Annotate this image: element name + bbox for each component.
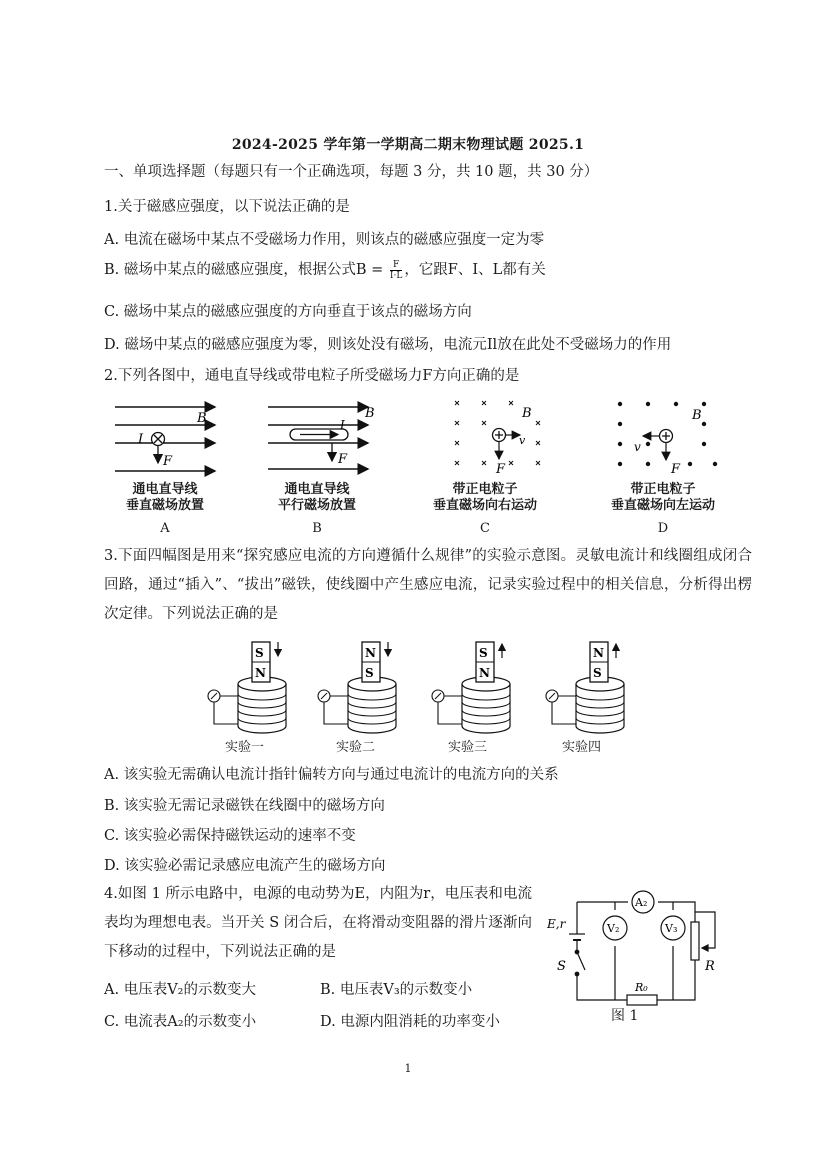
- fig-a-diagram: [115, 407, 215, 471]
- q3-stem: 3.下面四幅图是用来“探究感应电流的方向遵循什么规律”的实验示意图。灵敏电流计和线圈组成闭合回路，通过“插入”、“拔出”磁铁，使线圈中产生感应电流，记录实验过程中的相关信息，分析得出楞次定律。下列说法正确的是: [104, 548, 752, 622]
- q1-option-d: D. 磁场中某点的磁感应强度为零，则该处没有磁场，电流元Il放在此处不受磁场力的作用: [104, 337, 672, 353]
- frac-denominator: I·L: [389, 270, 403, 281]
- formula-fraction: [390, 260, 402, 281]
- fig-b-f-label: F: [338, 452, 348, 467]
- exp2-pole-top: N: [365, 646, 376, 660]
- fig-d-b-label: B: [692, 408, 702, 423]
- q4-option-a: A. 电压表V₂的示数变大: [104, 982, 256, 998]
- fig-b-diagram: [268, 406, 375, 469]
- q4-option-d: D. 电源内阻消耗的功率变小: [320, 1014, 500, 1030]
- exp2-pole-bottom: S: [365, 666, 374, 680]
- exp4-pole-bottom: S: [593, 666, 602, 680]
- source-label: E,r: [547, 917, 566, 931]
- q1-option-b-pre: B. 磁场中某点的磁感应强度，根据公式B =: [104, 262, 384, 278]
- exp-2: [318, 642, 396, 733]
- fig-b-caption-1: 通电直导线: [284, 482, 350, 497]
- q1-option-a: A. 电流在磁场中某点不受磁场力作用，则该点的磁感应强度一定为零: [104, 232, 545, 248]
- fig-c-caption-2: 垂直磁场向右运动: [432, 498, 537, 513]
- q1-option-b: [104, 258, 546, 281]
- fig-d-v-label: v: [634, 440, 641, 454]
- fig-d-caption-1: 带正电粒子: [630, 482, 696, 497]
- fig-c-v-label: v: [519, 434, 526, 447]
- q2-figures: [100, 395, 760, 487]
- fig-b-b-label: B: [365, 406, 375, 421]
- fig-d-letter: D: [657, 521, 669, 536]
- fig-a-f-label: F: [163, 454, 173, 469]
- section-heading: 一、单项选择题（每题只有一个正确选项，每题 3 分，共 10 题，共 30 分）: [104, 164, 599, 180]
- exp3-pole-bottom: N: [479, 666, 490, 680]
- fig-b-i-label: I: [340, 418, 345, 432]
- q4-option-b: B. 电压表V₃的示数变小: [320, 982, 473, 998]
- fig-a-letter: A: [160, 521, 170, 536]
- exp1-pole-top: S: [255, 646, 264, 660]
- exp4-label: 实验四: [562, 740, 602, 755]
- exp1-pole-bottom: N: [255, 666, 266, 680]
- q3-option-d: D. 该实验必需记录感应电流产生的磁场方向: [104, 858, 386, 874]
- fig-a-caption-2: 垂直磁场放置: [125, 498, 204, 513]
- exp3-label: 实验三: [448, 740, 488, 755]
- q1-stem: 1.关于磁感应强度，以下说法正确的是: [104, 199, 350, 215]
- page-title: 2024-2025 学年第一学期高二期末物理试题 2025.1: [231, 137, 585, 153]
- fig-d-diagram: [618, 402, 717, 477]
- fig-b-caption-2: 平行磁场放置: [277, 498, 356, 513]
- q3-option-c: C. 该实验必需保持磁铁运动的速率不变: [104, 828, 356, 844]
- fig-a-b-label: B: [197, 411, 207, 426]
- figure-1-caption: 图 1: [611, 1008, 639, 1024]
- exp-1: [208, 642, 286, 733]
- fig-c-diagram: [455, 401, 540, 477]
- switch-label: S: [557, 959, 566, 974]
- q1-option-b-post: ，它跟F、I、L都有关: [404, 262, 546, 278]
- q3-figures: [190, 636, 630, 736]
- frac-numerator: F: [392, 259, 400, 270]
- exp3-pole-top: S: [479, 646, 488, 660]
- circuit-diagram: [545, 882, 730, 1007]
- fig-c-f-label: F: [496, 462, 506, 477]
- voltmeter-v3-label: V₃: [665, 922, 678, 935]
- fig-c-letter: C: [480, 521, 490, 536]
- voltmeter-v2-label: V₂: [607, 922, 620, 935]
- q3-option-a: A. 该实验无需确认电流计指针偏转方向与通过电流计的电流方向的关系: [104, 767, 559, 783]
- ammeter-a2-label: A₂: [635, 896, 648, 909]
- fig-c-b-label: B: [522, 406, 532, 421]
- exp1-label: 实验一: [225, 740, 265, 755]
- fig-a-caption-1: 通电直导线: [132, 482, 198, 497]
- exp4-pole-top: N: [593, 646, 604, 660]
- q4-option-c: C. 电流表A₂的示数变小: [104, 1014, 257, 1030]
- q1-option-c: C. 磁场中某点的磁感应强度的方向垂直于该点的磁场方向: [104, 304, 472, 320]
- exp-3: [432, 642, 510, 733]
- fig-b-letter: B: [312, 521, 322, 536]
- r0-label: R₀: [635, 981, 648, 994]
- rheostat-label: R: [705, 959, 715, 974]
- q3-option-b: B. 该实验无需记录磁铁在线圈中的磁场方向: [104, 798, 385, 814]
- fig-c-caption-1: 带正电粒子: [452, 482, 518, 497]
- exp2-label: 实验二: [336, 740, 376, 755]
- fig-d-f-label: F: [671, 462, 681, 477]
- page-number: 1: [404, 1062, 412, 1075]
- exp-4: [546, 642, 624, 733]
- fig-d-caption-2: 垂直磁场向左运动: [610, 498, 715, 513]
- q4-stem: 4.如图 1 所示电路中，电源的电动势为E，内阻为r，电压表和电流表均为理想电表。当开关 S 闭合后，在将滑动变阻器的滑片逐渐向下移动的过程中，下列说法正确的是: [104, 886, 532, 960]
- q2-stem: 2.下列各图中，通电直导线或带电粒子所受磁场力F方向正确的是: [104, 368, 520, 384]
- fig-a-i-label: I: [138, 432, 144, 447]
